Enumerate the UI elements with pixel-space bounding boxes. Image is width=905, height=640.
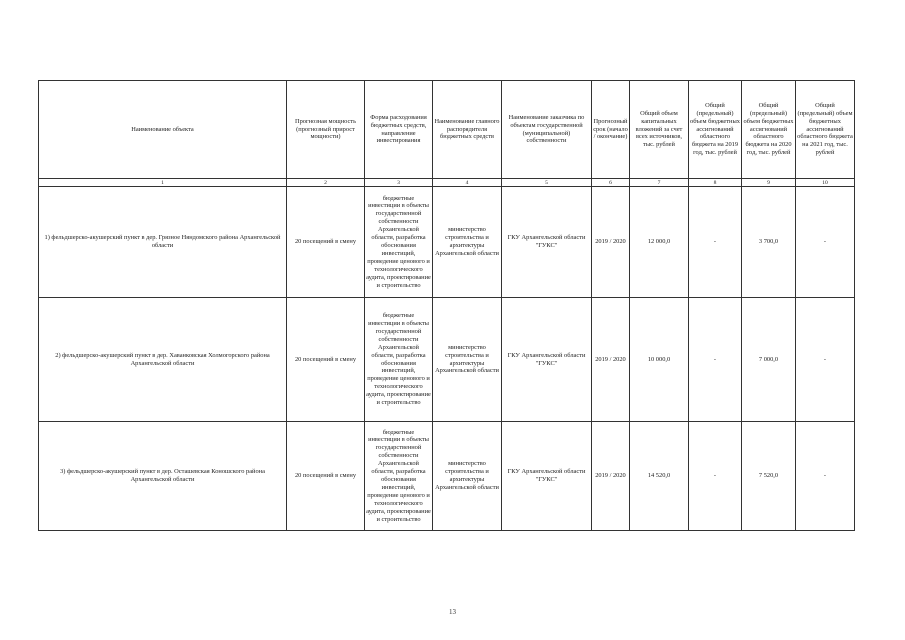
- capacity-cell: 20 посещений в смену: [287, 187, 365, 298]
- header-2021: Общий (предельный) объем бюджетных ассигнований областного бюджета на 2021 год, тыс. рублей: [796, 81, 855, 179]
- total-cell: 12 000,0: [630, 187, 689, 298]
- header-manager: Наименование главного распорядителя бюджетных средств: [433, 81, 502, 179]
- object-name-cell: 2) фельдшерско-акушерский пункт в дер. Хаванковская Холмогорского района Архангельской области: [39, 298, 287, 422]
- column-number: 1: [39, 179, 287, 187]
- customer-cell: ГКУ Архангельской области "ГУКС": [502, 422, 592, 531]
- period-cell: 2019 / 2020: [592, 422, 630, 531]
- capacity-cell: 20 посещений в смену: [287, 422, 365, 531]
- manager-cell: министерство строительства и архитектуры Архангельской области: [433, 187, 502, 298]
- column-number: 5: [502, 179, 592, 187]
- table-row: [39, 422, 855, 531]
- period-cell: 2019 / 2020: [592, 187, 630, 298]
- capacity-cell: 20 посещений в смену: [287, 298, 365, 422]
- header-2019: Общий (предельный) объем бюджетных ассигнований областного бюджета на 2019 год, тыс. рублей: [689, 81, 742, 179]
- form-cell: бюджетные инвестиции в объекты государственной собственности Архангельской области, разработка обоснования инвестиций, проведение ценового и технологического аудита, проектирование и строительство: [365, 187, 433, 298]
- header-customer: Наименование заказчика по объектам государственной (муниципальной) собственности: [502, 81, 592, 179]
- y2020-cell: 7 520,0: [742, 422, 796, 531]
- form-cell: бюджетные инвестиции в объекты государственной собственности Архангельской области, разработка обоснования инвестиций, проведение ценового и технологического аудита, проектирование и строительство: [365, 422, 433, 531]
- manager-cell: министерство строительства и архитектуры Архангельской области: [433, 422, 502, 531]
- column-number: 9: [742, 179, 796, 187]
- header-2020: Общий (предельный) объем бюджетных ассигнований областного бюджета на 2020 год, тыс. рублей: [742, 81, 796, 179]
- y2021-cell: -: [796, 298, 855, 422]
- total-cell: 14 520,0: [630, 422, 689, 531]
- form-cell: бюджетные инвестиции в объекты государственной собственности Архангельской области, разработка обоснования инвестиций, проведение ценового и технологического аудита, проектирование и строительство: [365, 298, 433, 422]
- table-header-row: [39, 81, 855, 179]
- y2020-cell: 7 000,0: [742, 298, 796, 422]
- column-number: 10: [796, 179, 855, 187]
- period-cell: 2019 / 2020: [592, 298, 630, 422]
- y2019-cell: -: [689, 298, 742, 422]
- capital-investment-table: [38, 80, 855, 531]
- table-row: [39, 298, 855, 422]
- column-number: 2: [287, 179, 365, 187]
- column-number: 6: [592, 179, 630, 187]
- y2019-cell: -: [689, 187, 742, 298]
- y2021-cell: -: [796, 422, 855, 531]
- customer-cell: ГКУ Архангельской области "ГУКС": [502, 187, 592, 298]
- object-name-cell: 3) фельдшерско-акушерский пункт в дер. Осташевская Коношского района Архангельской области: [39, 422, 287, 531]
- header-form: Форма расходования бюджетных средств, направление инвестирования: [365, 81, 433, 179]
- total-cell: 10 000,0: [630, 298, 689, 422]
- header-period: Прогнозный срок (начало / окончание): [592, 81, 630, 179]
- column-number: 3: [365, 179, 433, 187]
- y2020-cell: 3 700,0: [742, 187, 796, 298]
- y2021-cell: -: [796, 187, 855, 298]
- object-name-cell: 1) фельдшерско-акушерский пункт в дер. Грязное Няндомского района Архангельской области: [39, 187, 287, 298]
- manager-cell: министерство строительства и архитектуры Архангельской области: [433, 298, 502, 422]
- page-number: 13: [449, 608, 456, 616]
- header-object-name: Наименование объекта: [39, 81, 287, 179]
- column-number: 4: [433, 179, 502, 187]
- header-total: Общий объем капитальных вложений за счет всех источников, тыс. рублей: [630, 81, 689, 179]
- column-number: 8: [689, 179, 742, 187]
- column-number-row: [39, 179, 855, 187]
- header-capacity: Прогнозная мощность (прогнозный прирост мощности): [287, 81, 365, 179]
- customer-cell: ГКУ Архангельской области "ГУКС": [502, 298, 592, 422]
- column-number: 7: [630, 179, 689, 187]
- y2019-cell: -: [689, 422, 742, 531]
- table-row: [39, 187, 855, 298]
